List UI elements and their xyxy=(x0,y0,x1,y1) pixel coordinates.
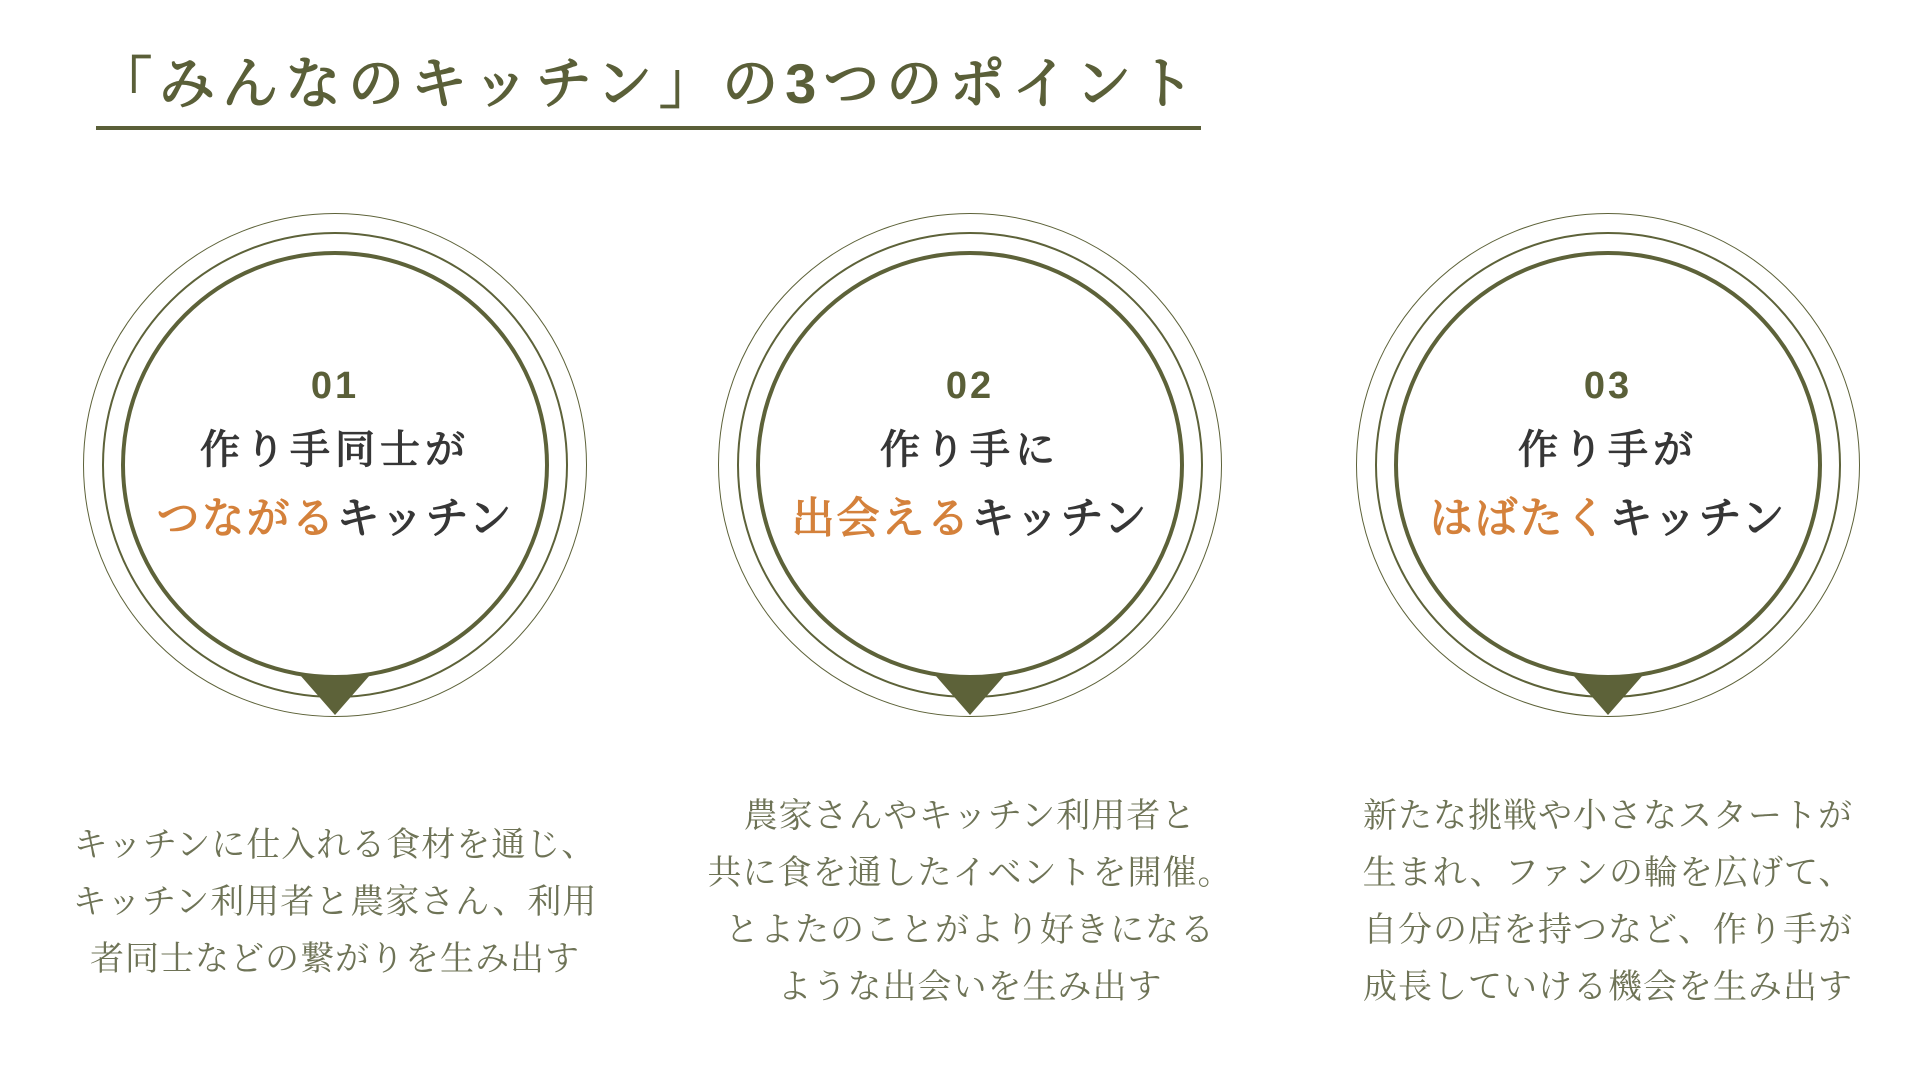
description-line: キッチン利用者と農家さん、利用 xyxy=(72,882,598,921)
point-subject: 作り手が xyxy=(1518,428,1698,472)
point-keyword-line xyxy=(83,491,587,547)
point-description xyxy=(5,788,665,1016)
point-description xyxy=(1278,788,1920,1016)
description-line: 新たな挑戦や小さなスタートが xyxy=(1363,797,1853,835)
description-line: ような出会いを生み出す xyxy=(777,968,1163,1006)
point-circle-01 xyxy=(83,213,587,717)
decorative-ring-middle xyxy=(102,232,568,698)
point-keyword-highlight: 出会える xyxy=(791,495,972,543)
description-line: 共に食を通したイベントを開催。 xyxy=(707,854,1233,892)
decorative-ring-middle xyxy=(737,232,1203,698)
triangle-down-icon xyxy=(935,675,1005,715)
decorative-ring-outer xyxy=(718,213,1222,717)
point-number: 02 xyxy=(945,365,995,407)
point-subject: 作り手に xyxy=(880,428,1060,472)
decorative-ring-middle xyxy=(1375,232,1841,698)
description-line: 農家さんやキッチン利用者と xyxy=(743,797,1197,835)
triangle-down-icon xyxy=(1573,675,1643,715)
point-keyword-line xyxy=(1356,491,1860,547)
point-keyword-rest: キッチン xyxy=(971,495,1149,543)
point-keyword-highlight: つながる xyxy=(156,495,337,543)
point-description xyxy=(640,788,1300,1016)
decorative-ring-inner xyxy=(1394,251,1822,679)
decorative-ring-inner xyxy=(121,251,549,679)
point-number: 01 xyxy=(310,365,360,407)
description-line: 生まれ、ファンの輪を広げて、 xyxy=(1362,854,1854,892)
point-keyword-line xyxy=(718,491,1222,547)
page-title: 「みんなのキッチン」の3つのポイント xyxy=(96,48,1201,130)
point-keyword-highlight: はばたく xyxy=(1429,495,1610,543)
point-keyword-rest: キッチン xyxy=(1609,495,1787,543)
triangle-down-icon xyxy=(300,675,370,715)
point-circle-03 xyxy=(1356,213,1860,717)
description-line: キッチンに仕入れる食材を通じ、 xyxy=(73,825,597,864)
point-subject: 作り手同士が xyxy=(200,428,470,472)
point-number: 03 xyxy=(1583,365,1633,407)
decorative-ring-outer xyxy=(1356,213,1860,717)
point-keyword-rest: キッチン xyxy=(336,495,514,543)
description-line: とよたのことがより好きになる xyxy=(725,911,1215,949)
point-circle-02 xyxy=(718,213,1222,717)
decorative-ring-inner xyxy=(756,251,1184,679)
description-line: 成長していける機会を生み出す xyxy=(1363,968,1853,1006)
decorative-ring-outer xyxy=(83,213,587,717)
description-line: 者同士などの繋がりを生み出す xyxy=(89,939,580,978)
description-line: 自分の店を持つなど、作り手が xyxy=(1363,911,1853,949)
